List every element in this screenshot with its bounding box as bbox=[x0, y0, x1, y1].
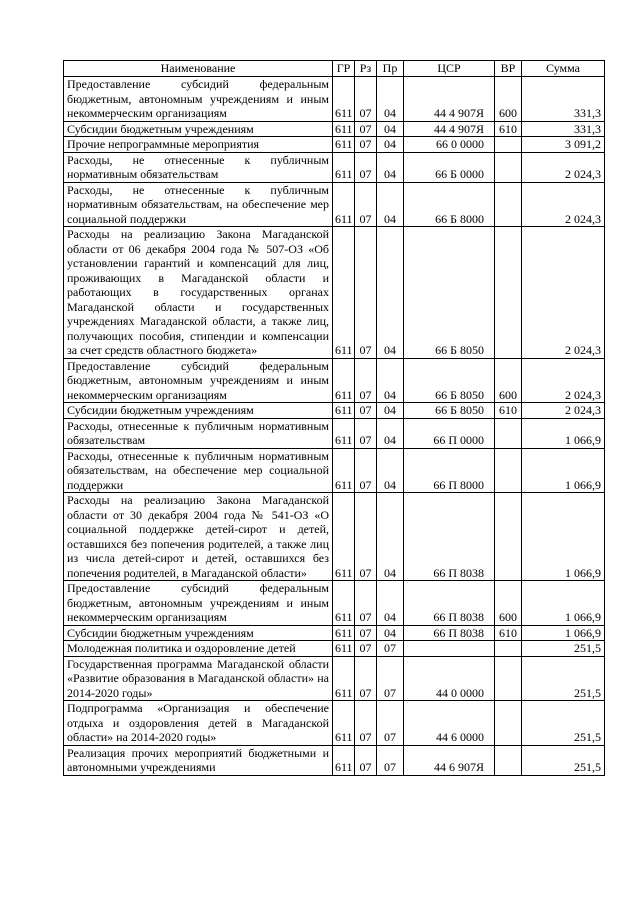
table-row bbox=[64, 227, 605, 359]
cell-vr bbox=[495, 227, 522, 359]
cell-csr: 66 П 8000 bbox=[404, 448, 495, 493]
cell-gr: 611 bbox=[333, 581, 355, 626]
cell-rz: 07 bbox=[355, 418, 377, 448]
cell-rz: 07 bbox=[355, 152, 377, 182]
cell-csr: 44 6 907Я bbox=[404, 745, 495, 775]
cell-name: Субсидии бюджетным учреждениям bbox=[64, 403, 333, 419]
cell-name: Субсидии бюджетным учреждениям bbox=[64, 121, 333, 137]
cell-rz: 07 bbox=[355, 641, 377, 657]
cell-name: Расходы, отнесенные к публичным нормативным обязательствам bbox=[64, 418, 333, 448]
cell-vr bbox=[495, 745, 522, 775]
budget-table-page bbox=[63, 60, 604, 776]
table-row bbox=[64, 701, 605, 746]
cell-name: Предоставление субсидий федеральным бюджетным, автономным учреждениям и иным некоммерческим организациям bbox=[64, 581, 333, 626]
cell-vr bbox=[495, 182, 522, 227]
cell-sum: 251,5 bbox=[522, 656, 605, 701]
cell-rz: 07 bbox=[355, 403, 377, 419]
cell-gr: 611 bbox=[333, 137, 355, 153]
cell-csr: 66 П 8038 bbox=[404, 625, 495, 641]
cell-rz: 07 bbox=[355, 227, 377, 359]
cell-rz: 07 bbox=[355, 493, 377, 581]
cell-gr: 611 bbox=[333, 152, 355, 182]
cell-rz: 07 bbox=[355, 77, 377, 122]
table-row bbox=[64, 448, 605, 493]
cell-gr: 611 bbox=[333, 403, 355, 419]
table-row bbox=[64, 745, 605, 775]
cell-vr: 600 bbox=[495, 77, 522, 122]
cell-sum: 331,3 bbox=[522, 77, 605, 122]
cell-vr: 610 bbox=[495, 121, 522, 137]
cell-pr: 07 bbox=[377, 745, 404, 775]
cell-pr: 04 bbox=[377, 152, 404, 182]
cell-gr: 611 bbox=[333, 701, 355, 746]
cell-csr: 66 П 8038 bbox=[404, 493, 495, 581]
cell-csr: 66 Б 0000 bbox=[404, 152, 495, 182]
table-row bbox=[64, 121, 605, 137]
cell-name: Расходы, не отнесенные к публичным нормативным обязательствам, на обеспечение мер социальной поддержки bbox=[64, 182, 333, 227]
cell-rz: 07 bbox=[355, 448, 377, 493]
cell-rz: 07 bbox=[355, 745, 377, 775]
cell-pr: 04 bbox=[377, 227, 404, 359]
cell-gr: 611 bbox=[333, 625, 355, 641]
table-row bbox=[64, 493, 605, 581]
cell-csr: 66 0 0000 bbox=[404, 137, 495, 153]
cell-sum: 2 024,3 bbox=[522, 182, 605, 227]
cell-pr: 04 bbox=[377, 418, 404, 448]
cell-pr: 04 bbox=[377, 448, 404, 493]
cell-vr: 610 bbox=[495, 403, 522, 419]
cell-name: Прочие непрограммные мероприятия bbox=[64, 137, 333, 153]
table-row bbox=[64, 403, 605, 419]
cell-pr: 04 bbox=[377, 493, 404, 581]
cell-rz: 07 bbox=[355, 121, 377, 137]
cell-csr: 66 П 0000 bbox=[404, 418, 495, 448]
cell-name: Молодежная политика и оздоровление детей bbox=[64, 641, 333, 657]
cell-sum: 1 066,9 bbox=[522, 581, 605, 626]
header-sum: Сумма bbox=[522, 61, 605, 77]
cell-name: Субсидии бюджетным учреждениям bbox=[64, 625, 333, 641]
cell-pr: 04 bbox=[377, 581, 404, 626]
cell-sum: 1 066,9 bbox=[522, 418, 605, 448]
cell-vr bbox=[495, 137, 522, 153]
cell-name: Реализация прочих мероприятий бюджетными и автономными учреждениями bbox=[64, 745, 333, 775]
cell-sum: 331,3 bbox=[522, 121, 605, 137]
cell-vr: 600 bbox=[495, 581, 522, 626]
table-row bbox=[64, 581, 605, 626]
cell-vr bbox=[495, 448, 522, 493]
cell-name: Подпрограмма «Организация и обеспечение отдыха и оздоровления детей в Магаданской области» на 2014-2020 годы» bbox=[64, 701, 333, 746]
cell-pr: 04 bbox=[377, 403, 404, 419]
cell-pr: 07 bbox=[377, 641, 404, 657]
cell-pr: 04 bbox=[377, 625, 404, 641]
table-row bbox=[64, 358, 605, 403]
cell-csr: 44 4 907Я bbox=[404, 77, 495, 122]
cell-pr: 04 bbox=[377, 358, 404, 403]
cell-gr: 611 bbox=[333, 418, 355, 448]
cell-gr: 611 bbox=[333, 358, 355, 403]
cell-sum: 1 066,9 bbox=[522, 493, 605, 581]
cell-sum: 251,5 bbox=[522, 701, 605, 746]
cell-gr: 611 bbox=[333, 121, 355, 137]
cell-vr bbox=[495, 418, 522, 448]
cell-csr: 66 Б 8050 bbox=[404, 358, 495, 403]
cell-vr: 600 bbox=[495, 358, 522, 403]
cell-rz: 07 bbox=[355, 625, 377, 641]
cell-sum: 2 024,3 bbox=[522, 358, 605, 403]
cell-csr: 66 П 8038 bbox=[404, 581, 495, 626]
cell-csr: 44 0 0000 bbox=[404, 656, 495, 701]
cell-sum: 2 024,3 bbox=[522, 227, 605, 359]
cell-csr: 66 Б 8050 bbox=[404, 403, 495, 419]
cell-gr: 611 bbox=[333, 77, 355, 122]
table-row bbox=[64, 418, 605, 448]
table-row bbox=[64, 152, 605, 182]
cell-sum: 2 024,3 bbox=[522, 152, 605, 182]
table-row bbox=[64, 656, 605, 701]
cell-name: Расходы на реализацию Закона Магаданской области от 30 декабря 2004 года № 541-ОЗ «О социальной поддержке детей-сирот и детей, оставшихся без попечения родителей, а также лиц из числа детей-сирот и детей, оставшихся без попечения родителей, в Магаданской области» bbox=[64, 493, 333, 581]
cell-name: Предоставление субсидий федеральным бюджетным, автономным учреждениям и иным некоммерческим организациям bbox=[64, 358, 333, 403]
header-pr: Пр bbox=[377, 61, 404, 77]
cell-vr bbox=[495, 641, 522, 657]
cell-gr: 611 bbox=[333, 745, 355, 775]
cell-rz: 07 bbox=[355, 656, 377, 701]
budget-table bbox=[63, 60, 605, 776]
cell-sum: 251,5 bbox=[522, 641, 605, 657]
cell-pr: 04 bbox=[377, 77, 404, 122]
cell-vr: 610 bbox=[495, 625, 522, 641]
cell-pr: 07 bbox=[377, 656, 404, 701]
header-csr: ЦСР bbox=[404, 61, 495, 77]
cell-gr: 611 bbox=[333, 227, 355, 359]
cell-sum: 251,5 bbox=[522, 745, 605, 775]
cell-sum: 2 024,3 bbox=[522, 403, 605, 419]
header-name: Наименование bbox=[64, 61, 333, 77]
cell-csr: 66 Б 8000 bbox=[404, 182, 495, 227]
cell-gr: 611 bbox=[333, 182, 355, 227]
cell-sum: 3 091,2 bbox=[522, 137, 605, 153]
table-row bbox=[64, 625, 605, 641]
table-row bbox=[64, 641, 605, 657]
cell-name: Государственная программа Магаданской области «Развитие образования в Магаданской области» на 2014-2020 годы» bbox=[64, 656, 333, 701]
cell-rz: 07 bbox=[355, 137, 377, 153]
header-vr: ВР bbox=[495, 61, 522, 77]
table-row bbox=[64, 182, 605, 227]
cell-pr: 04 bbox=[377, 121, 404, 137]
cell-name: Предоставление субсидий федеральным бюджетным, автономным учреждениям и иным некоммерческим организациям bbox=[64, 77, 333, 122]
cell-rz: 07 bbox=[355, 581, 377, 626]
cell-sum: 1 066,9 bbox=[522, 625, 605, 641]
cell-gr: 611 bbox=[333, 493, 355, 581]
cell-gr: 611 bbox=[333, 641, 355, 657]
cell-pr: 07 bbox=[377, 701, 404, 746]
table-body bbox=[64, 77, 605, 776]
cell-gr: 611 bbox=[333, 656, 355, 701]
cell-rz: 07 bbox=[355, 182, 377, 227]
table-row bbox=[64, 77, 605, 122]
header-gr: ГР bbox=[333, 61, 355, 77]
header-rz: Рз bbox=[355, 61, 377, 77]
cell-csr bbox=[404, 641, 495, 657]
cell-vr bbox=[495, 656, 522, 701]
cell-pr: 04 bbox=[377, 182, 404, 227]
cell-name: Расходы, не отнесенные к публичным нормативным обязательствам bbox=[64, 152, 333, 182]
cell-sum: 1 066,9 bbox=[522, 448, 605, 493]
cell-gr: 611 bbox=[333, 448, 355, 493]
table-header-row bbox=[64, 61, 605, 77]
cell-vr bbox=[495, 701, 522, 746]
cell-name: Расходы, отнесенные к публичным нормативным обязательствам, на обеспечение мер социальной поддержки bbox=[64, 448, 333, 493]
cell-csr: 66 Б 8050 bbox=[404, 227, 495, 359]
cell-rz: 07 bbox=[355, 701, 377, 746]
cell-csr: 44 4 907Я bbox=[404, 121, 495, 137]
cell-vr bbox=[495, 493, 522, 581]
cell-rz: 07 bbox=[355, 358, 377, 403]
cell-vr bbox=[495, 152, 522, 182]
table-row bbox=[64, 137, 605, 153]
cell-pr: 04 bbox=[377, 137, 404, 153]
cell-csr: 44 6 0000 bbox=[404, 701, 495, 746]
cell-name: Расходы на реализацию Закона Магаданской области от 06 декабря 2004 года № 507-ОЗ «Об установлении гарантий и компенсаций для лиц, проживающих в Магаданской области и работающих в государственных органах Магаданской области и государственных учреждениях Магаданской области, а также лиц, получающих пособия, стипендии и компенсации за счет средств областного бюджета» bbox=[64, 227, 333, 359]
